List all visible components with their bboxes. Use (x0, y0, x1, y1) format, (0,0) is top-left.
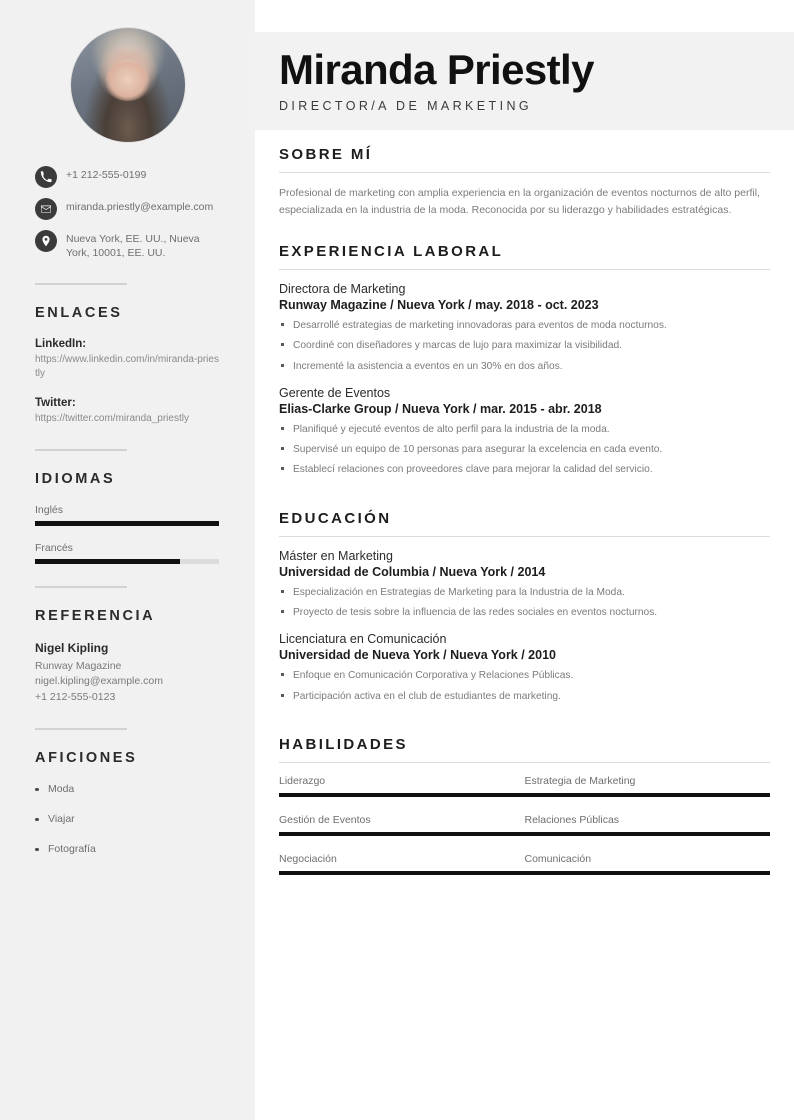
bullet-item: Planifiqué y ejecuté eventos de alto perfil para la industria de la moda. (279, 422, 770, 437)
skill-name: Negociación (279, 852, 337, 865)
location-pin-icon (35, 230, 57, 252)
sidebar-heading-languages: IDIOMAS (35, 470, 116, 487)
bullet-item: Enfoque en Comunicación Corporativa y Relaciones Públicas. (279, 668, 770, 683)
link-url[interactable]: https://www.linkedin.com/in/miranda-priestly (35, 353, 219, 380)
language-level-track (35, 521, 219, 526)
email-value: miranda.priestly@example.com (66, 201, 214, 213)
envelope-icon (35, 198, 57, 220)
hobby-item: Viajar (35, 813, 220, 825)
language-name: Francés (35, 541, 73, 554)
skill-level-bar (279, 832, 525, 836)
section-heading-skills: HABILIDADES (279, 735, 408, 753)
bullet-item: Incrementé la asistencia a eventos en un 30% en dos años. (279, 359, 770, 374)
skill-item (525, 814, 771, 836)
bullet-item: Proyecto de tesis sobre la influencia de las redes sociales en eventos nocturnos. (279, 605, 770, 620)
skill-name: Relaciones Públicas (524, 813, 620, 826)
link-label: LinkedIn: (35, 337, 87, 350)
contact-item-phone (35, 165, 220, 188)
header-band (255, 32, 794, 130)
entry-title: Directora de Marketing (279, 282, 406, 296)
phone-value: +1 212-555-0199 (66, 169, 147, 181)
main-column (255, 0, 794, 1120)
job-title-subtitle: DIRECTOR/A DE MARKETING (279, 99, 532, 114)
bullet-item: Coordiné con diseñadores y marcas de lujo para maximizar la visibilidad. (279, 338, 770, 353)
reference-phone: +1 212-555-0123 (35, 691, 116, 704)
heading-rule (279, 536, 770, 537)
hobby-item: Fotografía (35, 843, 220, 855)
language-item-frances (35, 542, 220, 564)
skill-level-bar (279, 871, 525, 875)
entry-meta: Elias-Clarke Group / Nueva York / mar. 2015 - abr. 2018 (279, 401, 602, 416)
main-body (255, 0, 794, 892)
skill-name: Gestión de Eventos (279, 813, 371, 826)
skill-level-bar (525, 793, 771, 797)
bullet-item: Desarrollé estrategias de marketing innovadoras para eventos de moda nocturnos. (279, 318, 770, 333)
skill-item (525, 775, 771, 797)
sidebar (0, 0, 255, 1120)
language-item-ingles (35, 504, 220, 526)
entry-title: Licenciatura en Comunicación (279, 632, 447, 647)
avatar (70, 27, 186, 143)
sidebar-heading-hobbies: AFICIONES (35, 749, 138, 766)
contact-item-email (35, 197, 220, 220)
entry-title: Gerente de Eventos (279, 385, 391, 400)
skill-item (279, 775, 525, 797)
spacer (279, 490, 770, 510)
section-heading-about: SOBRE MÍ (279, 146, 373, 163)
reference-card (35, 641, 220, 706)
section-about (279, 146, 770, 219)
language-level-track (35, 559, 219, 564)
section-education (279, 510, 770, 704)
contact-list (35, 165, 220, 261)
skill-level-bar (279, 793, 525, 797)
heading-rule (279, 762, 770, 763)
entry-meta: Universidad de Nueva York / Nueva York / 2010 (279, 648, 556, 663)
spacer (279, 716, 770, 736)
skills-grid (279, 775, 770, 892)
section-heading-education: EDUCACIÓN (279, 509, 392, 527)
reference-email: nigel.kipling@example.com (35, 675, 163, 688)
hobby-item: Moda (35, 783, 220, 795)
entry-bullets (279, 318, 770, 374)
entry-title: Máster en Marketing (279, 548, 393, 563)
language-name: Inglés (35, 503, 64, 516)
sidebar-heading-reference: REFERENCIA (35, 607, 156, 624)
skill-level-bar (525, 871, 771, 875)
section-divider (35, 728, 127, 730)
bullet-item: Especialización en Estrategias de Marketing para la Industria de la Moda. (279, 585, 770, 600)
language-level-fill (35, 521, 219, 526)
skill-item (279, 814, 525, 836)
link-item-twitter[interactable] (35, 397, 220, 426)
section-skills (279, 736, 770, 892)
link-item-linkedin[interactable] (35, 338, 220, 381)
skill-name: Estrategia de Marketing (524, 774, 636, 787)
bullet-item: Supervisé un equipo de 10 personas para asegurar la excelencia en cada evento. (279, 442, 770, 457)
entry-bullets (279, 585, 770, 621)
language-level-fill (35, 559, 180, 564)
reference-name: Nigel Kipling (35, 640, 109, 655)
heading-rule (279, 269, 770, 270)
skill-item (525, 853, 771, 875)
bullet-item: Establecí relaciones con proveedores clave para mejorar la calidad del servicio. (279, 462, 770, 477)
entry-meta: Universidad de Columbia / Nueva York / 2014 (279, 564, 546, 579)
bullet-item: Participación activa en el club de estudiantes de marketing. (279, 689, 770, 704)
heading-rule (279, 172, 770, 173)
section-divider (35, 449, 127, 451)
sidebar-heading-links: ENLACES (35, 304, 123, 321)
phone-icon (35, 166, 57, 188)
contact-item-address (35, 229, 220, 261)
entry-bullets (279, 422, 770, 478)
skill-item (279, 853, 525, 875)
section-experience (279, 243, 770, 478)
section-heading-experience: EXPERIENCIA LABORAL (279, 243, 504, 260)
experience-entry (279, 386, 770, 478)
page-title: Miranda Priestly (279, 46, 594, 93)
avatar-container (35, 0, 220, 143)
section-divider (35, 283, 127, 285)
entry-meta: Runway Magazine / Nueva York / may. 2018 - oct. 2023 (279, 298, 599, 312)
address-value: Nueva York, EE. UU., Nueva York, 10001, EE. UU. (66, 233, 200, 260)
link-url[interactable]: https://twitter.com/miranda_priestly (35, 413, 189, 425)
link-label: Twitter: (35, 397, 76, 410)
entry-bullets (279, 668, 770, 704)
section-divider (35, 586, 127, 588)
education-entry (279, 632, 770, 704)
education-entry (279, 549, 770, 621)
spacer (279, 223, 770, 243)
reference-company: Runway Magazine (35, 659, 122, 672)
skill-name: Liderazgo (279, 774, 326, 787)
experience-entry (279, 282, 770, 374)
skill-name: Comunicación (524, 852, 592, 865)
skill-level-bar (525, 832, 771, 836)
about-text: Profesional de marketing con amplia experiencia en la organización de eventos nocturnos de alto perfil, especializada en la industria de la moda. Reconocida por su liderazgo y habilidades estratégicas. (279, 187, 760, 216)
